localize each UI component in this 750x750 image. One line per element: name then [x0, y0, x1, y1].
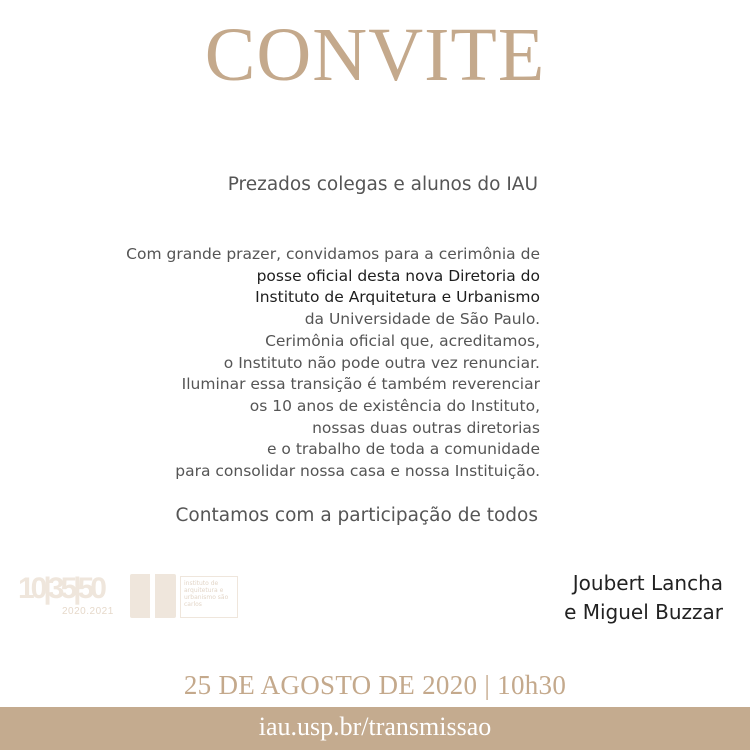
body-line: Iluminar essa transição é também reverenciar	[181, 375, 540, 394]
greeting: Prezados colegas e alunos do IAU	[227, 174, 538, 195]
body-line-highlight: posse oficial desta nova Diretoria do	[256, 266, 540, 285]
logo-mark-icon	[130, 574, 176, 618]
body-line: Cerimônia oficial que, acreditamos,	[265, 331, 540, 350]
event-date: 25 DE AGOSTO DE 2020 | 10h30	[183, 670, 567, 700]
body-line: os 10 anos de existência do Instituto,	[249, 396, 540, 415]
body-line: nossas duas outras diretorias	[312, 418, 540, 437]
logo-years-subtitle: 2020.2021	[62, 606, 114, 617]
body-line: Com grande prazer, convidamos para a cerimônia de	[126, 245, 540, 263]
body-line: o Instituto não pode outra vez renunciar.	[223, 353, 540, 372]
body-line: para consolidar nossa casa e nossa Instituição.	[175, 462, 540, 481]
invitation-title: CONVITE	[204, 13, 546, 97]
body-line: e o trabalho de toda a comunidade	[266, 440, 540, 459]
iau-anniversary-logo	[18, 572, 228, 622]
body-line-highlight: Instituto de Arquitetura e Urbanismo	[255, 288, 540, 307]
logo-institute-text: instituto de arquitetura e urbanismo são carlos	[180, 576, 238, 618]
signer-line: Joubert Lancha	[572, 571, 723, 595]
footer-bar	[0, 707, 750, 750]
signer-line: e Miguel Buzzar	[564, 600, 723, 624]
signers	[564, 569, 723, 627]
broadcast-link[interactable]: iau.usp.br/transmissao	[258, 712, 492, 741]
logo-years: 10|35|50	[18, 572, 103, 605]
invitation-body	[126, 244, 540, 483]
body-line: da Universidade de São Paulo.	[304, 310, 540, 329]
closing-line: Contamos com a participação de todos	[175, 505, 538, 526]
